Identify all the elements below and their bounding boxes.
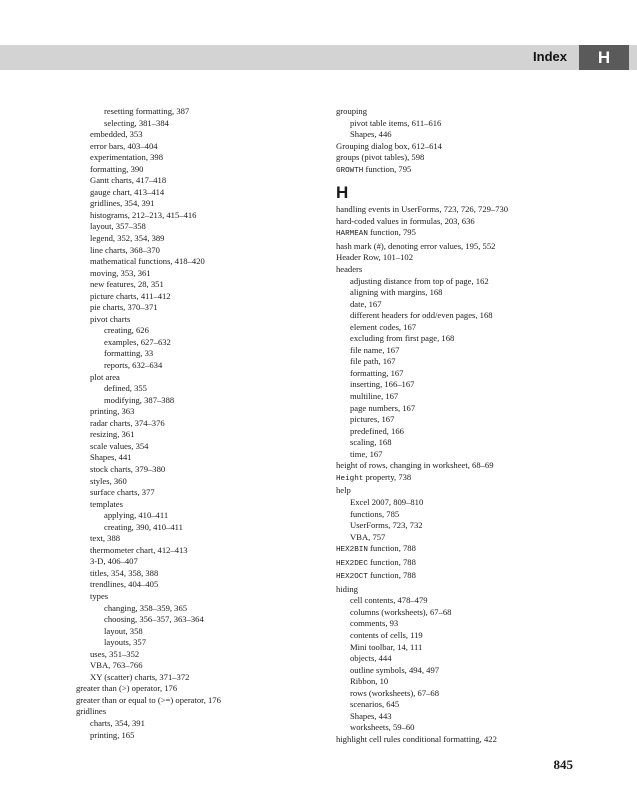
index-entry xyxy=(76,510,316,522)
entry-text: multiline, 167 xyxy=(350,391,399,402)
entry-text: layouts, 357 xyxy=(104,637,147,648)
entry-text: grouping xyxy=(336,106,368,116)
index-entry xyxy=(336,264,586,276)
index-entry xyxy=(76,418,316,430)
entry-text: text, 388 xyxy=(90,533,121,544)
entry-text: experimentation, 398 xyxy=(90,152,164,163)
entry-text: line charts, 368–370 xyxy=(90,244,160,255)
index-entry xyxy=(336,252,586,264)
entry-text: pivot table items, 611–616 xyxy=(350,117,442,128)
index-entry xyxy=(336,141,586,153)
index-entry xyxy=(76,383,316,395)
entry-text: plot area xyxy=(90,371,120,382)
entry-text: moving, 353, 361 xyxy=(90,267,151,278)
index-entry xyxy=(76,233,316,245)
index-entry xyxy=(336,437,586,449)
entry-text: resizing, 361 xyxy=(90,429,135,440)
index-entry xyxy=(336,356,586,368)
entry-text: templates xyxy=(90,498,123,509)
index-entry xyxy=(336,216,586,228)
index-entry xyxy=(76,441,316,453)
entry-text: changing, 358–359, 365 xyxy=(104,602,188,613)
entry-text: creating, 626 xyxy=(104,325,149,336)
index-entry xyxy=(336,665,586,677)
index-column-right xyxy=(336,106,586,745)
index-entry xyxy=(336,310,586,322)
index-entry xyxy=(76,556,316,568)
entry-text: gridlines, 354, 391 xyxy=(90,198,155,209)
entry-text: function, 788 xyxy=(367,570,416,581)
entry-text: gauge chart, 413–414 xyxy=(90,186,165,197)
entry-text: height of rows, changing in worksheet, 68–69 xyxy=(336,460,494,471)
entry-text: embedded, 353 xyxy=(90,129,143,140)
entry-text: scenarios, 645 xyxy=(350,699,400,710)
index-entry xyxy=(76,706,316,718)
entry-text: comments, 93 xyxy=(350,618,399,629)
index-entry xyxy=(76,314,316,326)
entry-text: Excel 2007, 809–810 xyxy=(350,496,424,507)
index-entry xyxy=(76,406,316,418)
index-entry xyxy=(76,660,316,672)
index-entry xyxy=(76,522,316,534)
entry-text: Grouping dialog box, 612–614 xyxy=(336,140,442,151)
index-entry xyxy=(336,570,586,584)
index-entry xyxy=(76,429,316,441)
entry-text: objects, 444 xyxy=(350,653,392,664)
entry-text: trendlines, 404–405 xyxy=(90,579,159,590)
entry-text: thermometer chart, 412–413 xyxy=(90,544,188,555)
entry-text: function, 788 xyxy=(367,556,416,567)
entry-text: Gantt charts, 417–418 xyxy=(90,175,167,186)
index-entry xyxy=(76,452,316,464)
entry-text: function, 795 xyxy=(367,227,416,238)
index-entry xyxy=(76,141,316,153)
index-entry xyxy=(336,322,586,334)
entry-text: columns (worksheets), 67–68 xyxy=(350,606,452,617)
index-entry xyxy=(76,245,316,257)
index-entry xyxy=(336,106,586,118)
index-entry xyxy=(76,325,316,337)
entry-text: file path, 167 xyxy=(350,356,396,367)
entry-text: greater than or equal to (>=) operator, 176 xyxy=(76,694,221,705)
index-entry xyxy=(336,699,586,711)
section-tab-letter: H xyxy=(579,45,629,70)
function-name: Height xyxy=(336,474,364,483)
index-entry xyxy=(76,603,316,615)
entry-text: creating, 390, 410–411 xyxy=(104,521,183,532)
entry-text: hard-coded values in formulas, 203, 636 xyxy=(336,215,475,226)
entry-text: printing, 165 xyxy=(90,729,135,740)
index-entry xyxy=(76,487,316,499)
entry-text: contents of cells, 119 xyxy=(350,629,423,640)
entry-text: charts, 354, 391 xyxy=(90,717,145,728)
index-entry xyxy=(76,533,316,545)
index-entry xyxy=(336,584,586,596)
entry-text: hash mark (#), denoting error values, 195, 552 xyxy=(336,240,496,251)
index-column-left xyxy=(76,106,316,741)
index-entry xyxy=(76,164,316,176)
index-entry xyxy=(76,337,316,349)
index-entry xyxy=(76,568,316,580)
entry-text: 3-D, 406–407 xyxy=(90,556,138,567)
entry-text: uses, 351–352 xyxy=(90,648,140,659)
entry-text: radar charts, 374–376 xyxy=(90,417,165,428)
index-entry xyxy=(336,595,586,607)
index-entry xyxy=(76,360,316,372)
index-entry xyxy=(76,395,316,407)
entry-text: function, 795 xyxy=(363,163,412,174)
index-entry xyxy=(336,379,586,391)
function-name: HARMEAN xyxy=(336,230,368,239)
entry-text: VBA, 763–766 xyxy=(90,660,143,671)
entry-text: modifying, 387–388 xyxy=(104,394,175,405)
index-entry xyxy=(76,626,316,638)
entry-text: formatting, 33 xyxy=(104,348,154,359)
entry-text: pivot charts xyxy=(90,313,131,324)
entry-text: inserting, 166–167 xyxy=(350,379,415,390)
index-entry xyxy=(336,618,586,630)
index-entry xyxy=(76,175,316,187)
index-entry xyxy=(336,485,586,497)
index-entry xyxy=(336,520,586,532)
index-entry xyxy=(76,152,316,164)
index-entry xyxy=(336,129,586,141)
index-entry xyxy=(76,649,316,661)
index-entry xyxy=(76,545,316,557)
index-entry xyxy=(336,543,586,557)
entry-text: functions, 785 xyxy=(350,508,400,519)
index-entry xyxy=(76,129,316,141)
function-name: HEX2BIN xyxy=(336,546,368,555)
entry-text: worksheets, 59–60 xyxy=(350,722,415,733)
entry-text: file name, 167 xyxy=(350,344,400,355)
entry-text: Shapes, 446 xyxy=(350,129,392,140)
entry-text: pictures, 167 xyxy=(350,414,395,425)
index-entry xyxy=(336,241,586,253)
index-entry xyxy=(76,579,316,591)
index-entry xyxy=(336,426,586,438)
index-entry xyxy=(76,591,316,603)
entry-text: hiding xyxy=(336,583,358,594)
index-entry xyxy=(76,187,316,199)
entry-text: XY (scatter) charts, 371–372 xyxy=(90,671,190,682)
entry-text: layout, 357–358 xyxy=(90,221,146,232)
index-entry xyxy=(336,287,586,299)
index-entry xyxy=(336,688,586,700)
entry-text: greater than (>) operator, 176 xyxy=(76,683,178,694)
index-group-h xyxy=(336,204,586,745)
index-entry xyxy=(336,642,586,654)
index-entry xyxy=(336,227,586,241)
index-entry xyxy=(336,164,586,178)
index-entry xyxy=(76,718,316,730)
function-name: GROWTH xyxy=(336,166,364,175)
entry-text: predefined, 166 xyxy=(350,425,404,436)
entry-text: headers xyxy=(336,264,363,275)
entry-text: error bars, 403–404 xyxy=(90,140,158,151)
index-entry xyxy=(336,557,586,571)
index-entry xyxy=(336,204,586,216)
entry-text: Ribbon, 10 xyxy=(350,676,389,687)
entry-text: groups (pivot tables), 598 xyxy=(336,152,425,163)
index-entry xyxy=(76,291,316,303)
entry-text: choosing, 356–357, 363–364 xyxy=(104,614,204,625)
entry-text: rows (worksheets), 67–68 xyxy=(350,687,440,698)
index-group-g-continued xyxy=(336,106,586,177)
index-entry xyxy=(76,348,316,360)
function-name: HEX2OCT xyxy=(336,573,368,582)
index-entry xyxy=(336,299,586,311)
entry-text: picture charts, 411–412 xyxy=(90,290,171,301)
entry-text: stock charts, 379–380 xyxy=(90,463,166,474)
index-entry xyxy=(76,499,316,511)
entry-text: gridlines xyxy=(76,706,107,717)
index-entry xyxy=(76,372,316,384)
entry-text: help xyxy=(336,485,351,496)
entry-text: selecting, 381–384 xyxy=(104,117,169,128)
entry-text: time, 167 xyxy=(350,448,383,459)
index-entry xyxy=(76,279,316,291)
index-entry xyxy=(336,414,586,426)
entry-text: Shapes, 441 xyxy=(90,452,132,463)
index-entry xyxy=(76,198,316,210)
entry-text: page numbers, 167 xyxy=(350,402,416,413)
index-entry xyxy=(336,345,586,357)
entry-text: legend, 352, 354, 389 xyxy=(90,233,165,244)
section-letter-heading: H xyxy=(336,183,349,203)
running-header-title: Index xyxy=(533,49,567,64)
entry-text: titles, 354, 358, 388 xyxy=(90,567,159,578)
index-entry xyxy=(336,630,586,642)
index-entry xyxy=(76,464,316,476)
entry-text: different headers for odd/even pages, 168 xyxy=(350,310,493,321)
index-entry xyxy=(76,672,316,684)
entry-text: Header Row, 101–102 xyxy=(336,252,414,263)
entry-text: scaling, 168 xyxy=(350,437,392,448)
function-name: HEX2DEC xyxy=(336,559,368,568)
index-entry xyxy=(336,118,586,130)
entry-text: adjusting distance from top of page, 162 xyxy=(350,275,489,286)
index-entry xyxy=(336,368,586,380)
index-entry xyxy=(76,221,316,233)
index-entry xyxy=(336,653,586,665)
index-entry xyxy=(336,497,586,509)
index-entry xyxy=(336,676,586,688)
entry-text: property, 738 xyxy=(363,471,412,482)
index-entry xyxy=(336,722,586,734)
entry-text: examples, 627–632 xyxy=(104,336,171,347)
entry-text: cell contents, 478–479 xyxy=(350,595,428,606)
entry-text: printing, 363 xyxy=(90,406,135,417)
index-entry xyxy=(336,276,586,288)
index-entry xyxy=(336,532,586,544)
index-entry xyxy=(76,256,316,268)
index-entry xyxy=(76,730,316,742)
entry-text: pie charts, 370–371 xyxy=(90,302,158,313)
entry-text: outline symbols, 494, 497 xyxy=(350,664,440,675)
entry-text: styles, 360 xyxy=(90,475,127,486)
index-entry xyxy=(336,607,586,619)
entry-text: aligning with margins, 168 xyxy=(350,287,443,298)
entry-text: types xyxy=(90,590,109,601)
index-entry xyxy=(76,614,316,626)
index-entry xyxy=(76,302,316,314)
entry-text: VBA, 757 xyxy=(350,531,386,542)
entry-text: histograms, 212–213, 415–416 xyxy=(90,209,197,220)
index-entry xyxy=(76,637,316,649)
index-entry xyxy=(336,152,586,164)
entry-text: Mini toolbar, 14, 111 xyxy=(350,641,423,652)
entry-text: element codes, 167 xyxy=(350,321,417,332)
entry-text: new features, 28, 351 xyxy=(90,279,164,290)
index-entry xyxy=(336,711,586,723)
entry-text: highlight cell rules conditional formatting, 422 xyxy=(336,733,497,744)
index-entry xyxy=(76,695,316,707)
entry-text: defined, 355 xyxy=(104,383,147,394)
entry-text: UserForms, 723, 732 xyxy=(350,520,423,531)
index-entry xyxy=(76,476,316,488)
entry-text: handling events in UserForms, 723, 726, 729–730 xyxy=(336,204,509,215)
index-entry xyxy=(76,683,316,695)
index-entry xyxy=(336,734,586,746)
entry-text: function, 788 xyxy=(367,543,416,554)
index-entry xyxy=(336,460,586,472)
index-entry xyxy=(336,391,586,403)
entry-text: reports, 632–634 xyxy=(104,360,163,371)
index-entry xyxy=(336,472,586,486)
index-entry xyxy=(336,509,586,521)
entry-text: applying, 410–411 xyxy=(104,510,169,521)
index-entry xyxy=(336,333,586,345)
index-entry xyxy=(336,403,586,415)
index-entry xyxy=(76,210,316,222)
entry-text: date, 167 xyxy=(350,298,382,309)
page-number: 845 xyxy=(553,757,573,772)
entry-text: formatting, 390 xyxy=(90,163,144,174)
entry-text: surface charts, 377 xyxy=(90,487,155,498)
entry-text: layout, 358 xyxy=(104,625,143,636)
entry-text: resetting formatting, 387 xyxy=(104,106,190,116)
index-entry xyxy=(336,449,586,461)
entry-text: formatting, 167 xyxy=(350,367,404,378)
index-entry xyxy=(76,118,316,130)
entry-text: scale values, 354 xyxy=(90,440,149,451)
entry-text: excluding from first page, 168 xyxy=(350,333,455,344)
entry-text: Shapes, 443 xyxy=(350,710,392,721)
index-entry xyxy=(76,268,316,280)
index-entry xyxy=(76,106,316,118)
entry-text: mathematical functions, 418–420 xyxy=(90,256,205,267)
